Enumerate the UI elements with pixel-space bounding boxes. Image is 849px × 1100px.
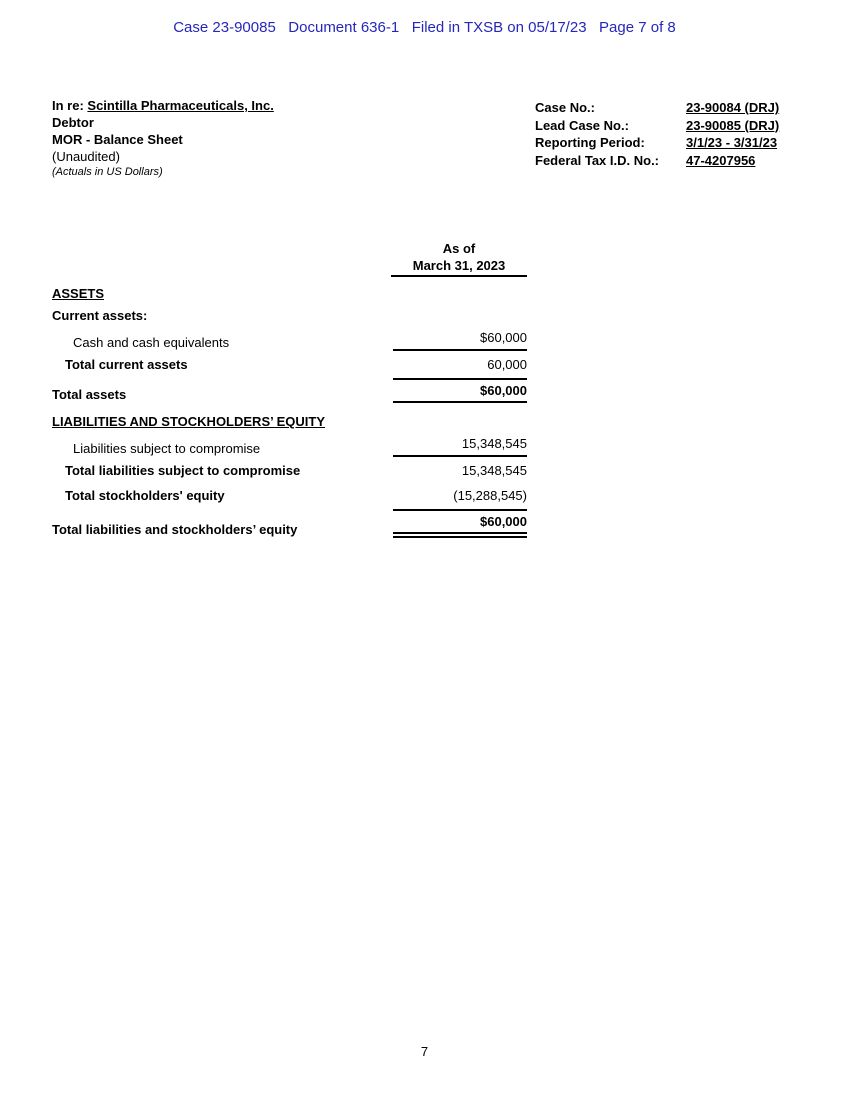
federal-tax-id-value: 47-4207956: [686, 152, 756, 168]
reporting-period-label: Reporting Period:: [535, 135, 645, 150]
debtor-name: Scintilla Pharmaceuticals, Inc.: [87, 98, 274, 113]
liabilities-subject-to-compromise-label: Liabilities subject to compromise: [73, 441, 261, 456]
cash-and-cash-equivalents-value: $60,000: [393, 329, 527, 351]
reporting-period-row: [535, 134, 779, 152]
case-number-value: 23-90084 (DRJ): [686, 100, 780, 115]
case-number-label: Case No.:: [535, 100, 595, 115]
total-assets-label: Total assets: [52, 387, 127, 402]
total-current-assets-value: 60,000: [487, 357, 527, 372]
total-assets-value: $60,000: [393, 378, 527, 403]
liabilities-subject-to-compromise-value: 15,348,545: [393, 435, 527, 457]
total-stockholders-equity-value: (15,288,545): [453, 488, 527, 503]
balance-sheet-table: [52, 240, 527, 543]
lead-case-number-row: [535, 117, 779, 135]
total-liabilities-subject-to-compromise-label: Total liabilities subject to compromise: [65, 463, 301, 478]
table-row: [52, 356, 527, 373]
debtor-info-block: [52, 97, 274, 180]
table-row: [52, 329, 527, 351]
lead-case-number-value: 23-90085 (DRJ): [686, 117, 780, 133]
table-row: [52, 285, 527, 302]
current-assets-heading: Current assets:: [52, 308, 148, 323]
table-row: [52, 307, 527, 324]
total-liabilities-subject-to-compromise-value: 15,348,545: [461, 463, 527, 478]
page-number: 7: [420, 1044, 429, 1059]
cash-and-cash-equivalents-label: Cash and cash equivalents: [73, 335, 230, 350]
total-stockholders-equity-label: Total stockholders' equity: [65, 488, 225, 503]
table-row: [52, 378, 527, 403]
total-liabilities-and-equity-label: Total liabilities and stockholders’ equity: [52, 522, 298, 537]
table-row: [52, 413, 527, 430]
total-current-assets-label: Total current assets: [65, 357, 188, 372]
report-title: MOR - Balance Sheet: [52, 132, 183, 147]
total-liabilities-and-equity-value: $60,000: [393, 509, 527, 538]
liabilities-section-heading: LIABILITIES AND STOCKHOLDERS’ EQUITY: [52, 414, 326, 429]
table-row: [52, 509, 527, 538]
court-filing-stamp: Case 23-90085 Document 636-1 Filed in TXSB on 05/17/23 Page 7 of 8: [173, 19, 676, 36]
federal-tax-id-row: [535, 152, 779, 170]
currency-note: (Actuals in US Dollars): [52, 166, 163, 178]
lead-case-number-label: Lead Case No.:: [535, 117, 629, 133]
column-header-line1: As of: [442, 241, 476, 256]
audit-note: (Unaudited): [52, 149, 120, 164]
case-info-block: [535, 99, 779, 169]
in-re-label: In re:: [52, 98, 88, 113]
reporting-period-value: 3/1/23 - 3/31/23: [686, 135, 778, 150]
table-row: [52, 462, 527, 479]
table-row: [52, 487, 527, 504]
federal-tax-id-label: Federal Tax I.D. No.:: [535, 152, 660, 168]
debtor-label: Debtor: [52, 115, 94, 130]
column-header-line2: March 31, 2023: [412, 258, 506, 273]
column-header-as-of: [391, 240, 527, 277]
case-number-row: [535, 99, 779, 117]
table-row: [52, 435, 527, 457]
assets-section-heading: ASSETS: [52, 286, 105, 301]
in-re-line: [52, 97, 274, 114]
